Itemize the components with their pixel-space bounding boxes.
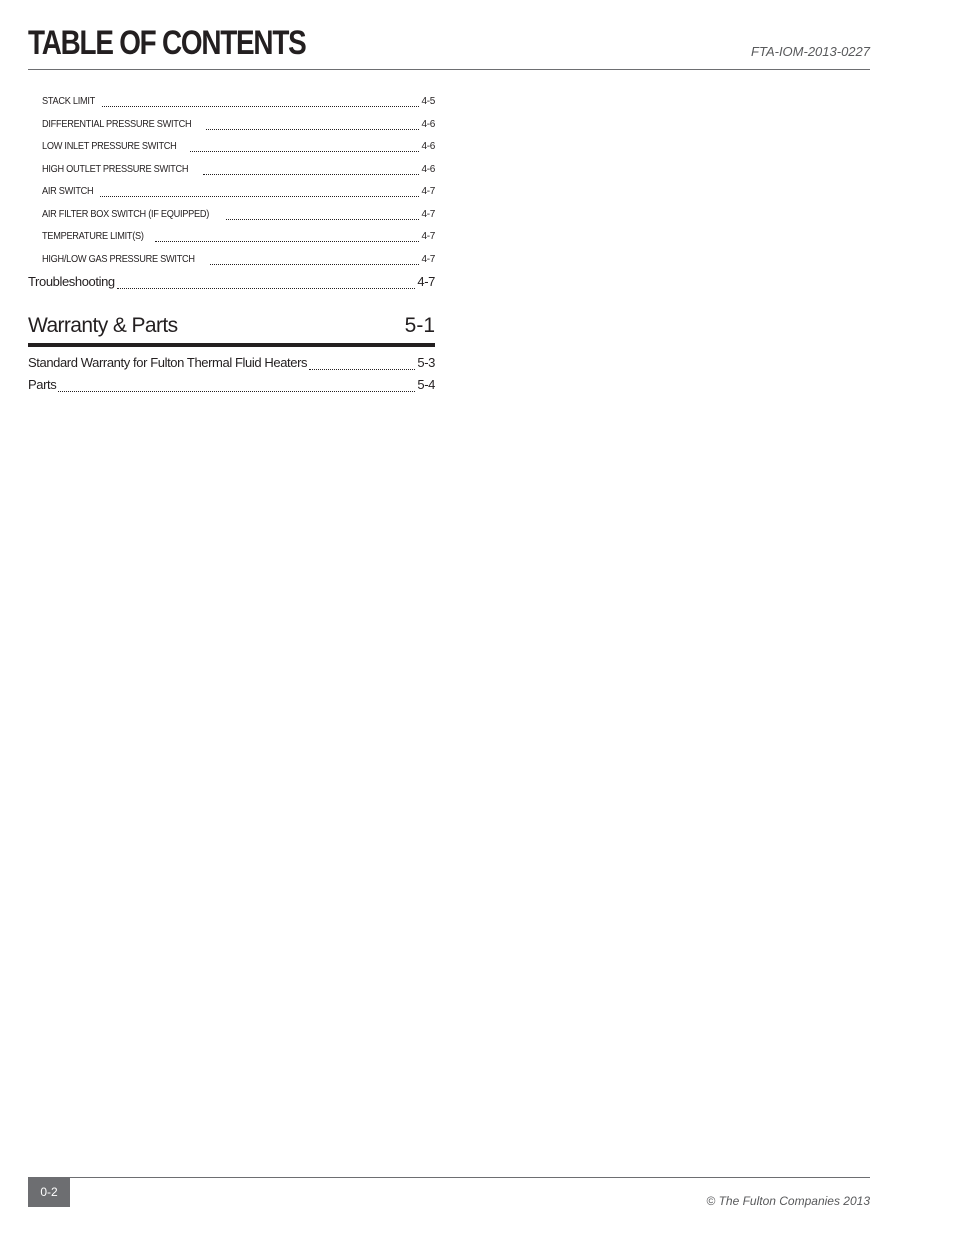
toc-entry-label: DIFFERENTIAL PRESSURE SWITCH	[42, 119, 192, 130]
toc-entry-label: AIR FILTER BOX SWITCH (IF EQUIPPED)	[42, 209, 210, 220]
toc-entry-page: 4-7	[421, 254, 435, 265]
toc-entry-standard-warranty[interactable]	[28, 355, 435, 373]
toc-entry-label: AIR SWITCH	[42, 186, 94, 197]
toc-entry-label: Troubleshooting	[28, 274, 115, 289]
dot-leader	[190, 151, 419, 152]
toc-entry-differential-pressure-switch[interactable]	[42, 119, 435, 133]
page-header	[28, 22, 870, 70]
toc-entry-page: 4-6	[421, 119, 435, 130]
copyright-notice: © The Fulton Companies 2013	[706, 1194, 870, 1208]
toc-entry-page: 5-4	[417, 377, 435, 392]
section-page: 5-1	[404, 314, 435, 337]
dot-leader	[102, 106, 420, 107]
toc-entry-page: 4-7	[417, 274, 435, 289]
page-title: TABLE OF CONTENTS	[28, 24, 306, 62]
page-number: 0-2	[28, 1178, 70, 1207]
toc-entry-troubleshooting[interactable]	[28, 274, 435, 292]
dot-leader	[226, 219, 420, 220]
toc-entry-high-outlet-pressure-switch[interactable]	[42, 164, 435, 178]
toc-entry-label: Parts	[28, 377, 57, 392]
toc-entry-page: 5-3	[417, 355, 435, 370]
toc-entry-page: 4-6	[421, 164, 435, 175]
toc-entry-low-inlet-pressure-switch[interactable]	[42, 141, 435, 155]
section-title: Warranty & Parts	[28, 314, 178, 337]
toc-entry-label: HIGH OUTLET PRESSURE SWITCH	[42, 164, 189, 175]
toc-entry-label: HIGH/LOW GAS PRESSURE SWITCH	[42, 254, 195, 265]
toc-entry-page: 4-5	[421, 96, 435, 107]
toc-entry-page: 4-7	[421, 186, 435, 197]
toc-entry-label: STACK LIMIT	[42, 96, 96, 107]
toc-entry-label: LOW INLET PRESSURE SWITCH	[42, 141, 177, 152]
dot-leader	[203, 174, 419, 175]
section-heading-warranty-parts[interactable]	[28, 312, 435, 347]
toc-entry-page: 4-6	[421, 141, 435, 152]
dot-leader	[100, 196, 420, 197]
toc-entry-temperature-limit[interactable]	[42, 231, 435, 245]
toc-entry-label: Standard Warranty for Fulton Thermal Fluid Heaters	[28, 355, 308, 370]
toc-entry-page: 4-7	[421, 231, 435, 242]
dot-leader	[309, 369, 415, 370]
toc-entry-stack-limit[interactable]	[42, 96, 435, 110]
toc-entry-parts[interactable]	[28, 377, 435, 395]
dot-leader	[206, 129, 419, 130]
toc-entry-page: 4-7	[421, 209, 435, 220]
toc-entry-air-switch[interactable]	[42, 186, 435, 200]
toc-entry-air-filter-box-switch[interactable]	[42, 209, 435, 223]
dot-leader	[155, 241, 420, 242]
dot-leader	[58, 391, 415, 392]
document-id: FTA-IOM-2013-0227	[751, 44, 870, 59]
toc-entry-label: TEMPERATURE LIMIT(S)	[42, 231, 144, 242]
toc-entry-high-low-gas-pressure-switch[interactable]	[42, 254, 435, 268]
dot-leader	[117, 288, 416, 289]
footer-divider	[28, 1177, 870, 1178]
dot-leader	[210, 264, 419, 265]
